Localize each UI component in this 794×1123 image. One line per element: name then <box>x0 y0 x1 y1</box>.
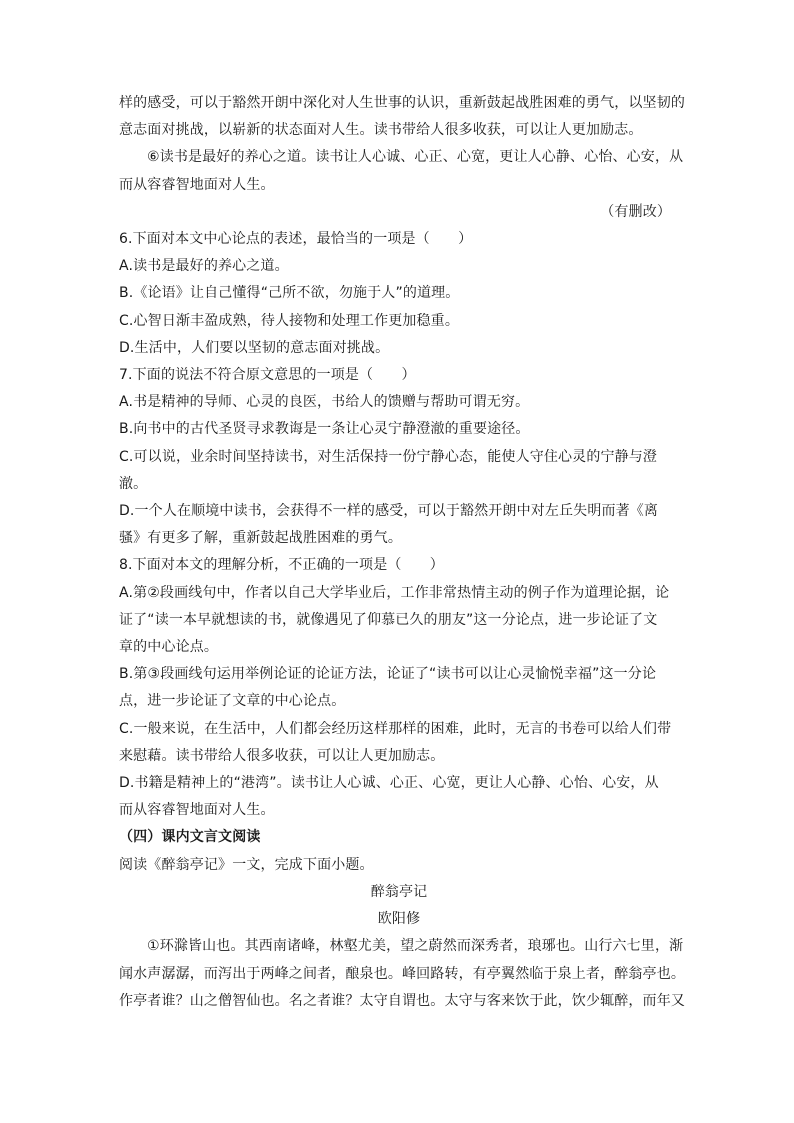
question-6-option-a: A.读书是最好的养心之道。 <box>119 258 289 275</box>
question-7-stem: 7.下面的说法不符合原文意思的一项是（ ） <box>119 367 416 384</box>
paragraph-6-line: ⑥读书是最好的养心之道。读书让人心诚、心正、心宽，更让人心静、心怡、心安，从 <box>147 149 684 166</box>
question-8-option-d: 而从容睿智地面对人生。 <box>119 802 275 819</box>
classical-text-line: 闻水声潺潺，而泻出于两峰之间者，酿泉也。峰回路转，有亭翼然临于泉上者，醉翁亭也。 <box>119 965 685 982</box>
section-instruction: 阅读《醉翁亭记》一文，完成下面小题。 <box>119 856 374 873</box>
question-6-stem: 6.下面对本文中心论点的表述，最恰当的一项是（ ） <box>119 231 473 248</box>
classical-text-line: ①环滁皆山也。其西南诸峰，林壑尤美，望之蔚然而深秀者，琅琊也。山行六七里，渐 <box>147 938 684 955</box>
paragraph-6-line: 而从容睿智地面对人生。 <box>119 176 275 193</box>
question-8-option-a: A.第②段画线句中，作者以自己大学毕业后，工作非常热情主动的例子作为道理论据，论 <box>119 584 670 601</box>
question-8-option-c: 来慰藉。读书带给人很多收获，可以让人更加励志。 <box>119 747 445 764</box>
question-6-option-c: C.心智日渐丰盈成熟，待人接物和处理工作更加稳重。 <box>119 312 459 329</box>
question-8-option-d: D.书籍是精神上的“港湾”。读书让人心诚、心正、心宽，更让人心静、心怡、心安，从 <box>119 775 659 792</box>
question-7-option-d: D.一个人在顺境中读书，会获得不一样的感受，可以于豁然开朗中对左丘失明而著《离 <box>119 503 659 520</box>
question-7-option-d: 骚》有更多了解，重新鼓起战胜困难的勇气。 <box>119 530 402 547</box>
question-8-option-c: C.一般来说，在生活中，人们都会经历这样那样的困难，此时，无言的书卷可以给人们带 <box>119 720 672 737</box>
question-8-option-a: 章的中心论点。 <box>119 639 219 656</box>
question-8-option-b: 点，进一步论证了文章的中心论点。 <box>119 693 346 710</box>
question-6-option-d: D.生活中，人们要以坚韧的意志面对挑战。 <box>119 339 390 356</box>
question-7-option-b: B.向书中的古代圣贤寻求教诲是一条让心灵宁静澄澈的重要途径。 <box>119 421 530 438</box>
source-note: （有删改） <box>600 203 671 220</box>
question-7-option-c: 澈。 <box>119 475 148 492</box>
document-page <box>119 90 685 1015</box>
passage-line: 样的感受，可以于豁然开朗中深化对人生世事的认识，重新鼓起战胜困难的勇气，以坚韧的 <box>119 95 685 111</box>
section-heading: （四）课内文言文阅读 <box>119 829 261 846</box>
classical-text-title: 醉翁亭记 <box>370 883 428 900</box>
question-8-stem: 8.下面对本文的理解分析，不正确的一项是（ ） <box>119 557 444 574</box>
question-7-option-a: A.书是精神的导师、心灵的良医，书给人的馈赠与帮助可谓无穷。 <box>119 394 530 411</box>
question-8-option-b: B.第③段画线句运用举例论证的论证方法，论证了“读书可以让心灵愉悦幸福”这一分论 <box>119 666 657 683</box>
question-6-option-b: B.《论语》让自己懂得“己所不欲，勿施于人”的道理。 <box>119 285 460 302</box>
question-7-option-c: C.可以说，业余时间坚持读书，对生活保持一份宁静心态，能使人守住心灵的宁静与澄 <box>119 448 658 465</box>
passage-line: 意志面对挑战，以崭新的状态面对人生。读书带给人很多收获，可以让人更加励志。 <box>119 122 643 139</box>
classical-text-line: 作亭者谁？山之僧智仙也。名之者谁？太守自谓也。太守与客来饮于此，饮少辄醉，而年又 <box>119 992 685 1009</box>
classical-text-author: 欧阳修 <box>377 911 421 928</box>
question-8-option-a: 证了“读一本早就想读的书，就像遇见了仰慕已久的朋友”这一分论点，进一步论证了文 <box>119 611 658 628</box>
